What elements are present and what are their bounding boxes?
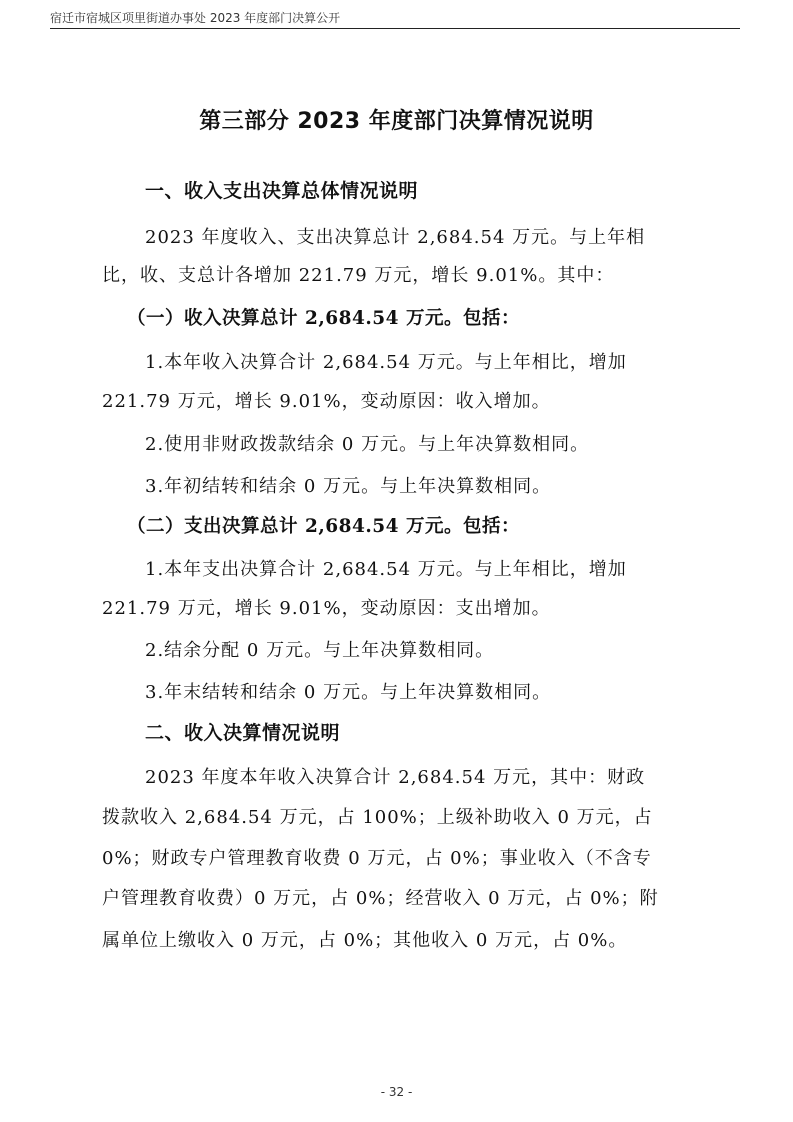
list-item: 2.使用非财政拨款结余 0 万元。与上年决算数相同。 bbox=[145, 434, 590, 455]
section-2 bbox=[102, 718, 692, 748]
paragraph-line: 2023 年度本年收入决算合计 2,684.54 万元，其中：财政 bbox=[145, 767, 646, 788]
section-1-paragraph-cont bbox=[102, 261, 692, 291]
section-heading: 一、收入支出决算总体情况说明 bbox=[145, 180, 419, 202]
page-title: 第三部分 2023 年度部门决算情况说明 bbox=[199, 109, 594, 134]
subsection-income bbox=[102, 304, 692, 334]
section-2-line-5 bbox=[102, 926, 692, 956]
paragraph-line: 比，收、支总计各增加 221.79 万元，增长 9.01%。其中： bbox=[102, 265, 615, 286]
section-1 bbox=[102, 176, 692, 206]
income-item-3 bbox=[102, 472, 692, 502]
subsection-expenditure bbox=[102, 512, 692, 542]
expenditure-item-1-cont bbox=[102, 594, 692, 624]
subsection-heading: （一）收入决算总计 2,684.54 万元。包括： bbox=[127, 308, 520, 329]
list-item: 221.79 万元，增长 9.01%，变动原因：支出增加。 bbox=[102, 598, 551, 619]
list-item: 3.年初结转和结余 0 万元。与上年决算数相同。 bbox=[145, 476, 552, 497]
section-2-line-2 bbox=[102, 803, 692, 833]
list-item: 1.本年收入决算合计 2,684.54 万元。与上年相比，增加 bbox=[145, 352, 627, 373]
page-number: - 32 - bbox=[380, 1085, 413, 1099]
income-item-2 bbox=[102, 430, 692, 460]
list-item: 1.本年支出决算合计 2,684.54 万元。与上年相比，增加 bbox=[145, 559, 627, 580]
list-item: 3.年末结转和结余 0 万元。与上年决算数相同。 bbox=[145, 682, 552, 703]
running-header: 宿迁市宿城区项里街道办事处 2023 年度部门决算公开 bbox=[50, 8, 740, 29]
section-2-line-1 bbox=[102, 763, 692, 793]
section-2-line-4 bbox=[102, 884, 692, 914]
paragraph-line: 属单位上缴收入 0 万元，占 0%；其他收入 0 万元，占 0%。 bbox=[102, 930, 628, 951]
section-2-line-3 bbox=[102, 844, 692, 874]
expenditure-item-3 bbox=[102, 678, 692, 708]
expenditure-item-1 bbox=[102, 555, 692, 585]
paragraph-line: 2023 年度收入、支出决算总计 2,684.54 万元。与上年相 bbox=[145, 227, 646, 248]
paragraph-line: 户管理教育收费）0 万元，占 0%；经营收入 0 万元，占 0%；附 bbox=[102, 888, 659, 909]
list-item: 2.结余分配 0 万元。与上年决算数相同。 bbox=[145, 640, 495, 661]
list-item: 221.79 万元，增长 9.01%，变动原因：收入增加。 bbox=[102, 391, 551, 412]
section-heading: 二、收入决算情况说明 bbox=[145, 722, 341, 744]
expenditure-item-2 bbox=[102, 636, 692, 666]
section-1-paragraph bbox=[102, 223, 692, 253]
paragraph-line: 拨款收入 2,684.54 万元，占 100%；上级补助收入 0 万元，占 bbox=[102, 807, 653, 828]
income-item-1 bbox=[102, 348, 692, 378]
paragraph-line: 0%；财政专户管理教育收费 0 万元，占 0%；事业收入（不含专 bbox=[102, 848, 652, 869]
income-item-1-cont bbox=[102, 387, 692, 417]
subsection-heading: （二）支出决算总计 2,684.54 万元。包括： bbox=[127, 516, 520, 537]
